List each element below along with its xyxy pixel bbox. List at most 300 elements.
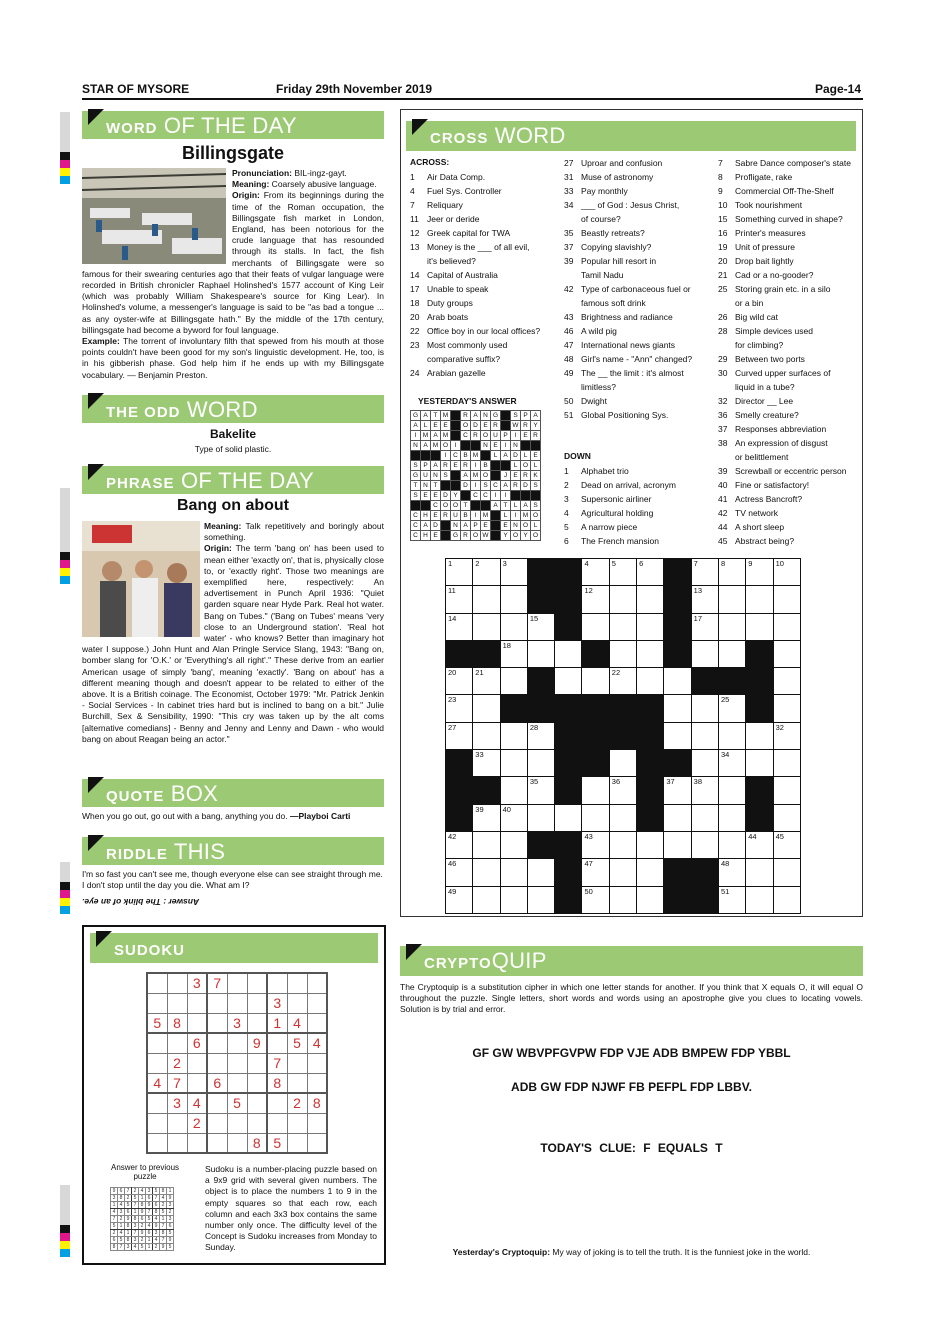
crossword-cell[interactable] (691, 750, 718, 777)
crossword-cell[interactable] (500, 804, 527, 831)
clue-number: 45 (775, 831, 784, 841)
crossword-cell[interactable] (691, 777, 718, 804)
clue-item: 12 Greek capital for TWA (410, 228, 511, 238)
crossword-cell[interactable] (446, 695, 473, 722)
clue-number: 39 (475, 804, 484, 814)
sudoku-cell[interactable] (147, 1113, 167, 1133)
crossword-cell[interactable] (500, 750, 527, 777)
sudoku-cell[interactable]: 5 (287, 1033, 307, 1053)
yesterday-cell: O (441, 501, 451, 511)
crossword-cell[interactable] (555, 668, 582, 695)
sudoku-cell[interactable] (147, 1033, 167, 1053)
yesterday-cell: A (501, 481, 511, 491)
clue-item: 42 TV network (718, 508, 778, 518)
crossword-cell[interactable] (473, 695, 500, 722)
sudoku-cell[interactable]: 3 (227, 1013, 247, 1033)
crossword-cell[interactable] (500, 613, 527, 640)
sudoku-cell[interactable] (287, 973, 307, 993)
crossword-cell[interactable] (691, 831, 718, 858)
sudoku-cell[interactable] (227, 1073, 247, 1093)
clue-item: 7 Sabre Dance composer's state (718, 158, 851, 168)
issue-date: Friday 29th November 2019 (276, 82, 433, 96)
crossword-cell[interactable] (773, 695, 800, 722)
crossword-cell (691, 668, 718, 695)
crossword-cell[interactable] (691, 613, 718, 640)
prev-sudoku-cell: 4 (111, 1209, 118, 1216)
crossword-cell[interactable] (446, 613, 473, 640)
crossword-cell[interactable] (773, 804, 800, 831)
yesterday-cell: P (501, 431, 511, 441)
crossword-cell[interactable] (473, 613, 500, 640)
sudoku-cell[interactable] (287, 993, 307, 1013)
crossword-cell[interactable] (718, 695, 745, 722)
yesterday-cell: S (411, 491, 421, 501)
crossword-cell[interactable] (473, 750, 500, 777)
crossword-cell (637, 804, 664, 831)
sudoku-cell[interactable] (207, 1113, 227, 1133)
yesterday-cell (451, 481, 461, 491)
crossword-cell[interactable] (582, 586, 609, 613)
crossword-cell[interactable] (718, 613, 745, 640)
crossword-cell[interactable] (609, 640, 636, 667)
crossword-cell[interactable] (691, 586, 718, 613)
crossword-cell[interactable] (746, 586, 773, 613)
sudoku-cell[interactable] (187, 1073, 207, 1093)
yesterday-cell (441, 531, 451, 541)
crossword-cell[interactable] (473, 722, 500, 749)
crossword-cell[interactable] (446, 722, 473, 749)
sudoku-cell[interactable] (147, 1053, 167, 1073)
sudoku-cell[interactable]: 7 (267, 1053, 287, 1073)
prev-sudoku-cell: 1 (146, 1237, 153, 1244)
crossword-cell[interactable] (637, 831, 664, 858)
crossword-cell[interactable] (718, 750, 745, 777)
crossword-cell (718, 668, 745, 695)
prev-sudoku-cell: 8 (153, 1209, 160, 1216)
crossword-cell[interactable] (773, 668, 800, 695)
crossword-cell[interactable] (446, 886, 473, 913)
crossword-cell[interactable] (637, 559, 664, 586)
prev-sudoku-cell: 3 (167, 1216, 174, 1223)
sudoku-cell[interactable] (247, 1113, 267, 1133)
clue-item: 39 Screwball or eccentric person (718, 466, 847, 476)
sudoku-cell[interactable] (147, 993, 167, 1013)
crossword-cell[interactable] (746, 886, 773, 913)
yesterday-cell: N (451, 521, 461, 531)
crossword-cell[interactable] (582, 831, 609, 858)
clue-item: 42 Type of carbonaceous fuel or (564, 284, 691, 294)
yesterday-cell: I (471, 511, 481, 521)
yesterday-cell (501, 461, 511, 471)
yesterday-cell: Y (521, 531, 531, 541)
sudoku-cell[interactable]: 4 (187, 1093, 207, 1113)
sudoku-cell[interactable] (207, 1033, 227, 1053)
crossword-cell[interactable] (718, 559, 745, 586)
sudoku-cell[interactable] (227, 1113, 247, 1133)
yesterday-cell: U (491, 431, 501, 441)
crossword-cell (637, 722, 664, 749)
sudoku-cell[interactable] (147, 973, 167, 993)
crossword-cell[interactable] (773, 559, 800, 586)
prev-sudoku-cell: 1 (160, 1216, 167, 1223)
crossword-cell[interactable] (582, 859, 609, 886)
yesterday-cell (491, 471, 501, 481)
clue-item: 49 The __ the limit : it's almost (564, 368, 684, 378)
crossword-cell[interactable] (500, 640, 527, 667)
crossword-cell[interactable] (718, 804, 745, 831)
prev-sudoku-cell: 8 (125, 1223, 132, 1230)
crossword-cell[interactable] (473, 586, 500, 613)
sudoku-cell[interactable] (307, 1113, 327, 1133)
yesterday-crossword (410, 410, 541, 541)
crossword-cell[interactable] (582, 559, 609, 586)
crossword-cell[interactable] (609, 559, 636, 586)
crossword-cell[interactable] (691, 559, 718, 586)
yesterday-cell: R (441, 511, 451, 521)
crossword-cell[interactable] (746, 613, 773, 640)
prev-sudoku-cell: 5 (132, 1195, 139, 1202)
crossword-cell (473, 640, 500, 667)
crossword-cell[interactable] (609, 613, 636, 640)
crossword-cell[interactable] (446, 831, 473, 858)
clue-item: 1 Air Data Comp. (410, 172, 486, 182)
crossword-cell[interactable] (609, 831, 636, 858)
page-number: Page-14 (815, 82, 862, 96)
sudoku-cell[interactable]: 2 (287, 1093, 307, 1113)
sudoku-cell[interactable] (247, 973, 267, 993)
crossword-cell[interactable] (609, 777, 636, 804)
sudoku-cell[interactable] (147, 1133, 167, 1153)
crossword-cell[interactable] (446, 586, 473, 613)
phrase-bar: PHRASE OF THE DAY (82, 466, 384, 494)
cmyk-marks (60, 1225, 70, 1257)
sudoku-cell[interactable] (267, 1033, 287, 1053)
yesterday-cell: R (521, 421, 531, 431)
crossword-cell (609, 695, 636, 722)
crossword-cell[interactable] (773, 613, 800, 640)
crossword-cell[interactable] (609, 886, 636, 913)
prev-sudoku-cell: 4 (132, 1244, 139, 1251)
sudoku-cell[interactable] (167, 993, 187, 1013)
prev-sudoku-cell: 8 (139, 1202, 146, 1209)
prev-sudoku-cell: 2 (118, 1216, 125, 1223)
yesterday-cell (451, 411, 461, 421)
crossword-cell (664, 559, 691, 586)
clue-number: 11 (448, 586, 456, 596)
crossword-cell[interactable] (773, 586, 800, 613)
sudoku-cell[interactable] (267, 1093, 287, 1113)
clue-number: 36 (611, 777, 621, 787)
crossword-cell[interactable] (718, 777, 745, 804)
crossword-cell (691, 859, 718, 886)
sudoku-cell[interactable]: 4 (147, 1073, 167, 1093)
sudoku-cell[interactable]: 4 (287, 1013, 307, 1033)
crossword-cell[interactable] (746, 831, 773, 858)
crossword-cell[interactable] (718, 831, 745, 858)
crossword-cell[interactable] (500, 777, 527, 804)
sudoku-cell[interactable] (187, 1133, 207, 1153)
crossword-cell[interactable] (582, 613, 609, 640)
sudoku-cell[interactable]: 1 (267, 1013, 287, 1033)
crossword-cell[interactable] (746, 722, 773, 749)
crossword-cell[interactable] (664, 668, 691, 695)
crossword-cell[interactable] (718, 586, 745, 613)
sudoku-cell[interactable]: 2 (167, 1053, 187, 1073)
crossword-cell[interactable] (664, 777, 691, 804)
crossword-cell[interactable] (746, 559, 773, 586)
sudoku-cell[interactable] (287, 1053, 307, 1073)
crossword-cell[interactable] (500, 586, 527, 613)
crossword-cell[interactable] (473, 804, 500, 831)
clue-number: 28 (529, 722, 539, 732)
crossword-cell[interactable] (773, 859, 800, 886)
yesterday-cell: L (521, 451, 531, 461)
crossword-cell[interactable] (527, 804, 554, 831)
crossword-cell[interactable] (746, 859, 773, 886)
sudoku-cell[interactable] (267, 1113, 287, 1133)
crossword-cell[interactable] (718, 722, 745, 749)
crossword-cell[interactable] (773, 777, 800, 804)
prev-sudoku-cell: 9 (146, 1202, 153, 1209)
sudoku-cell[interactable] (247, 1093, 267, 1113)
crossword-cell[interactable] (527, 886, 554, 913)
crossword-cell[interactable] (773, 886, 800, 913)
crossword-cell[interactable] (718, 859, 745, 886)
sudoku-cell[interactable]: 9 (247, 1033, 267, 1053)
crossword-cell[interactable] (664, 804, 691, 831)
cryptoquip-line-2: ADB GW FDP NJWF FB PEFPL FDP LBBV. (511, 1080, 752, 1094)
sudoku-cell[interactable] (147, 1093, 167, 1113)
sudoku-cell[interactable]: 3 (267, 993, 287, 1013)
crossword-cell (664, 886, 691, 913)
riddle-answer: Answer : The blink of an eye. (82, 897, 200, 907)
clue-number: 48 (720, 859, 730, 869)
sudoku-cell[interactable] (207, 1133, 227, 1153)
sudoku-cell[interactable] (187, 1053, 207, 1073)
crossword-cell[interactable] (691, 804, 718, 831)
sudoku-cell[interactable] (287, 1113, 307, 1133)
crossword-cell[interactable] (691, 722, 718, 749)
yesterday-cell: S (481, 481, 491, 491)
crossword-cell (609, 722, 636, 749)
crossword-cell[interactable] (691, 640, 718, 667)
clue-number: 5 (611, 559, 616, 568)
sudoku-cell[interactable]: 8 (267, 1073, 287, 1093)
sudoku-cell[interactable] (247, 1073, 267, 1093)
sudoku-cell[interactable] (267, 973, 287, 993)
crossword-cell[interactable] (609, 804, 636, 831)
clue-number: 46 (448, 859, 457, 869)
prev-sudoku-cell: 7 (153, 1195, 160, 1202)
sudoku-cell[interactable]: 8 (167, 1013, 187, 1033)
sudoku-cell[interactable] (227, 1033, 247, 1053)
yesterday-cell: H (421, 511, 431, 521)
sudoku-cell[interactable]: 5 (267, 1133, 287, 1153)
sudoku-cell[interactable] (247, 993, 267, 1013)
crossword-cell[interactable] (637, 586, 664, 613)
clue-number: 12 (584, 586, 593, 596)
crossword-cell[interactable] (773, 831, 800, 858)
yesterday-cell (441, 481, 451, 491)
crossword-cell[interactable] (527, 777, 554, 804)
crossword-cell[interactable] (609, 668, 636, 695)
crossword-cell[interactable] (527, 750, 554, 777)
sudoku-cell[interactable]: 5 (147, 1013, 167, 1033)
crossword-cell[interactable] (664, 722, 691, 749)
sudoku-cell[interactable] (167, 1133, 187, 1153)
sudoku-cell[interactable]: 7 (167, 1073, 187, 1093)
sudoku-cell[interactable] (307, 1053, 327, 1073)
crossword-cell[interactable] (446, 859, 473, 886)
sudoku-cell[interactable] (207, 993, 227, 1013)
prev-sudoku-cell: 7 (132, 1230, 139, 1237)
sudoku-cell[interactable]: 2 (187, 1113, 207, 1133)
crossword-cell[interactable] (773, 722, 800, 749)
sudoku-cell[interactable]: 8 (247, 1133, 267, 1153)
down-clues-col3 (718, 156, 863, 548)
crossword-cell[interactable] (446, 668, 473, 695)
yesterday-cell: O (451, 501, 461, 511)
sudoku-cell[interactable] (227, 993, 247, 1013)
crossword-cell[interactable] (637, 613, 664, 640)
yesterday-cell: I (501, 491, 511, 501)
crossword-cell (446, 804, 473, 831)
crossword-cell[interactable] (527, 859, 554, 886)
clue-number: 34 (720, 750, 730, 760)
crossword-cell[interactable] (500, 831, 527, 858)
sudoku-bar: SUDOKU (90, 933, 378, 963)
yesterday-cell (491, 521, 501, 531)
crossword-cell[interactable] (582, 804, 609, 831)
sudoku-cell[interactable] (307, 993, 327, 1013)
crossword-cell[interactable] (637, 668, 664, 695)
yesterday-cell: N (511, 441, 521, 451)
sudoku-cell[interactable] (207, 1053, 227, 1073)
crossword-cell[interactable] (473, 886, 500, 913)
sudoku-cell[interactable] (227, 973, 247, 993)
crossword-cell[interactable] (637, 640, 664, 667)
yesterday-cell: G (411, 471, 421, 481)
crossword-grid[interactable] (445, 558, 801, 914)
sudoku-cell[interactable] (207, 1093, 227, 1113)
yesterday-cell: N (511, 521, 521, 531)
crossword-cell[interactable] (473, 831, 500, 858)
crossword-cell[interactable] (500, 668, 527, 695)
crossword-cell[interactable] (500, 559, 527, 586)
crossword-cell[interactable] (637, 859, 664, 886)
crossword-cell[interactable] (637, 886, 664, 913)
crossword-cell[interactable] (746, 750, 773, 777)
crossword-cell[interactable] (500, 886, 527, 913)
yesterday-cell: L (501, 511, 511, 521)
yesterday-cell: I (491, 491, 501, 501)
sudoku-cell[interactable] (167, 1033, 187, 1053)
sudoku-cell[interactable] (307, 1073, 327, 1093)
crossword-cell[interactable] (609, 750, 636, 777)
clue-item: 40 Fine or satisfactory! (718, 480, 810, 490)
clue-item: 17 Unable to speak (410, 284, 489, 294)
sudoku-cell[interactable] (227, 1053, 247, 1073)
yesterday-cell: B (461, 451, 471, 461)
sudoku-cell[interactable]: 6 (187, 1033, 207, 1053)
sudoku-cell[interactable]: 5 (227, 1093, 247, 1113)
crossword-cell[interactable] (582, 777, 609, 804)
crossword-cell[interactable] (473, 859, 500, 886)
sudoku-cell[interactable] (227, 1133, 247, 1153)
sudoku-grid[interactable] (146, 972, 328, 1154)
crossword-cell[interactable] (609, 859, 636, 886)
yesterday-cryptoquip: Yesterday's Cryptoquip: My way of joking is to tell the truth. It is the funniest joke in the world. (452, 1247, 811, 1257)
sudoku-cell[interactable] (207, 1013, 227, 1033)
crossword-cell[interactable] (555, 640, 582, 667)
sudoku-cell[interactable] (167, 973, 187, 993)
crossword-cell[interactable] (555, 804, 582, 831)
prev-sudoku-cell: 6 (167, 1223, 174, 1230)
prev-sudoku-cell: 6 (153, 1202, 160, 1209)
clue-number: 10 (775, 559, 784, 568)
crossword-cell[interactable] (527, 613, 554, 640)
sudoku-cell[interactable]: 4 (307, 1033, 327, 1053)
yesterday-cell (511, 491, 521, 501)
sudoku-cell[interactable] (247, 1053, 267, 1073)
crossword-cell[interactable] (500, 722, 527, 749)
sudoku-cell[interactable] (307, 973, 327, 993)
clue-item: 30 Curved upper surfaces of (718, 368, 831, 378)
sudoku-cell[interactable]: 3 (187, 973, 207, 993)
sudoku-cell[interactable] (307, 1013, 327, 1033)
crossword-cell[interactable] (609, 586, 636, 613)
prev-sudoku-cell: 3 (132, 1237, 139, 1244)
crossword-cell[interactable] (773, 640, 800, 667)
crossword-cell[interactable] (582, 886, 609, 913)
clue-number: 42 (448, 831, 457, 841)
prev-sudoku-cell: 5 (160, 1209, 167, 1216)
crossword-cell[interactable] (527, 722, 554, 749)
crossword-cell[interactable] (664, 831, 691, 858)
crossword-cell (500, 695, 527, 722)
yesterday-cell: A (431, 431, 441, 441)
prev-sudoku-cell: 4 (153, 1216, 160, 1223)
prev-sudoku-cell: 2 (153, 1244, 160, 1251)
sudoku-cell[interactable]: 7 (207, 973, 227, 993)
sudoku-description: Sudoku is a number-placing puzzle based on a 9x9 grid with several given numbers. The object is to place the numbers 1 to 9 in the empty squares so that each row, each column and each 3x3 box contains the same number only once. The difficulty level of the Concept is Sudoku increases from Monday to Sunday. (205, 1164, 377, 1253)
sudoku-cell[interactable] (247, 1013, 267, 1033)
sudoku-cell[interactable]: 6 (207, 1073, 227, 1093)
crossword-cell[interactable] (664, 695, 691, 722)
sudoku-cell[interactable] (187, 1013, 207, 1033)
crossword-cell[interactable] (500, 859, 527, 886)
crossword-cell[interactable] (582, 668, 609, 695)
crossword-cell[interactable] (691, 695, 718, 722)
sudoku-cell[interactable] (287, 1133, 307, 1153)
clue-item: 3 Supersonic airliner (564, 494, 652, 504)
clue-item: 23 Most commonly used (410, 340, 508, 350)
sudoku-cell[interactable] (287, 1073, 307, 1093)
crossword-cell[interactable] (718, 640, 745, 667)
crossword-cell[interactable] (446, 559, 473, 586)
sudoku-cell[interactable] (167, 1113, 187, 1133)
crossword-cell[interactable] (473, 559, 500, 586)
yesterday-cell: R (491, 421, 501, 431)
crossword-cell[interactable] (773, 750, 800, 777)
crossword-cell[interactable] (527, 640, 554, 667)
sudoku-cell[interactable]: 3 (167, 1093, 187, 1113)
sudoku-cell[interactable] (307, 1133, 327, 1153)
sudoku-cell[interactable] (187, 993, 207, 1013)
sudoku-cell[interactable]: 8 (307, 1093, 327, 1113)
crossword-cell[interactable] (473, 668, 500, 695)
crossword-cell[interactable] (718, 886, 745, 913)
